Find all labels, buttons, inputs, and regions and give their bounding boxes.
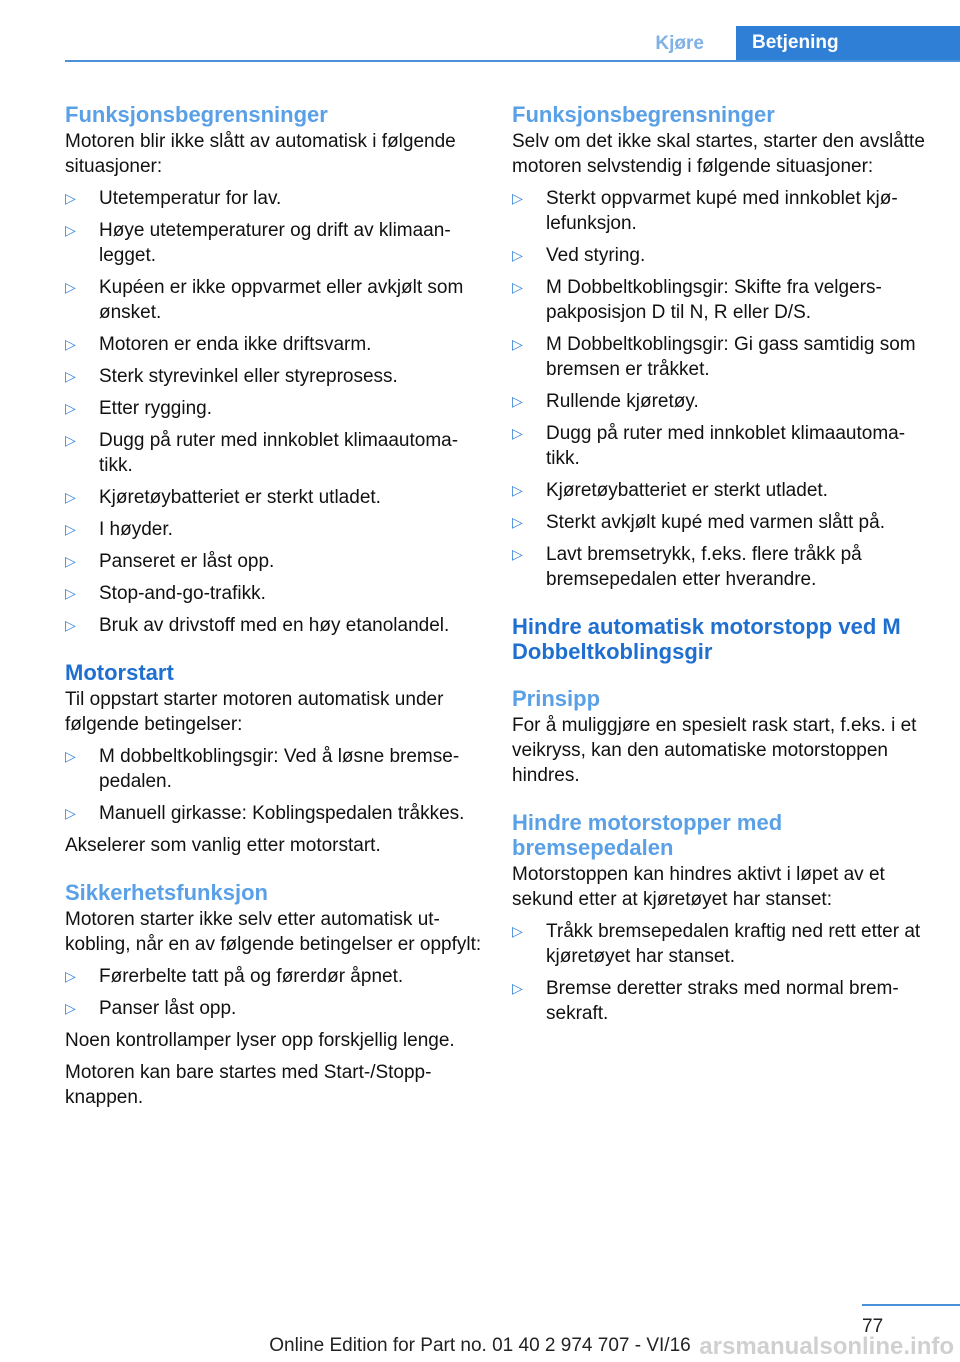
list-item-text: Etter rygging. <box>99 398 212 419</box>
list-item-text: Rullende kjøretøy. <box>546 391 699 412</box>
paragraph: Akselerer som vanlig etter motorstart. <box>65 835 381 856</box>
list-item-text: Kjøretøybatteriet er sterkt utladet. <box>546 480 828 501</box>
list-item <box>512 243 928 268</box>
list-item-text: Førerbelte tatt på og førerdør åpnet. <box>99 966 404 987</box>
bullet-triangle-icon: ▷ <box>65 521 76 537</box>
paragraph: Noen kontrollamper lyser opp forskjellig lenge. <box>65 1030 455 1051</box>
bullet-triangle-icon: ▷ <box>512 514 523 530</box>
heading-funksjonsbegrensninger-right: Funksjonsbegrensninger <box>512 102 775 127</box>
bullet-triangle-icon: ▷ <box>65 400 76 416</box>
bullet-triangle-icon: ▷ <box>512 980 523 996</box>
list-item <box>65 964 485 989</box>
bullet-triangle-icon: ▷ <box>65 968 76 984</box>
list-item <box>512 976 928 1026</box>
bullet-triangle-icon: ▷ <box>65 1000 76 1016</box>
bullet-triangle-icon: ▷ <box>65 489 76 505</box>
list-item-text: Stop-and-go-trafikk. <box>99 583 266 604</box>
list-item-text: I høyder. <box>99 519 173 540</box>
list-item-text: Dugg på ruter med innkoblet klimaautomatikk. <box>546 423 906 469</box>
list-item-text: Bruk av drivstoff med en høy etanolandel. <box>99 615 450 636</box>
bullet-list <box>65 964 485 1021</box>
heading-sikkerhetsfunksjon: Sikkerhetsfunksjon <box>65 880 268 905</box>
list-item-text: Manuell girkasse: Koblingspedalen tråkkes. <box>99 803 465 824</box>
bullet-triangle-icon: ▷ <box>512 393 523 409</box>
heading-prinsipp: Prinsipp <box>512 686 601 711</box>
bullet-triangle-icon: ▷ <box>512 425 523 441</box>
tab-betjening[interactable]: Betjening <box>736 26 960 62</box>
footer-rule <box>862 1304 960 1306</box>
bullet-list <box>512 919 928 1026</box>
list-item <box>65 364 485 389</box>
left-column <box>65 102 485 1117</box>
bullet-triangle-icon: ▷ <box>65 805 76 821</box>
list-item-text: Kupéen er ikke oppvarmet eller avkjølt som ønsket. <box>99 277 464 323</box>
bullet-triangle-icon: ▷ <box>65 336 76 352</box>
list-item <box>65 581 485 606</box>
list-item-text: Panseret er låst opp. <box>99 551 275 572</box>
bullet-triangle-icon: ▷ <box>512 546 523 562</box>
list-item <box>65 275 485 325</box>
list-item-text: Lavt bremsetrykk, f.eks. flere tråkk på bremsepedalen etter hverandre. <box>546 544 862 590</box>
bullet-triangle-icon: ▷ <box>512 336 523 352</box>
list-item-text: M Dobbeltkoblingsgir: Gi gass samtidig som bremsen er tråkket. <box>546 334 916 380</box>
heading-funksjonsbegrensninger-left: Funksjonsbegrensninger <box>65 102 328 127</box>
list-item-text: Kjøretøybatteriet er sterkt utladet. <box>99 487 381 508</box>
bullet-list <box>65 186 485 638</box>
list-item <box>65 549 485 574</box>
edition-footer: Online Edition for Part no. 01 40 2 974 707 - VI/16 <box>269 1335 691 1356</box>
header-rule <box>65 60 960 62</box>
list-item <box>65 428 485 478</box>
bullet-triangle-icon: ▷ <box>65 368 76 384</box>
bullet-triangle-icon: ▷ <box>65 432 76 448</box>
list-item-text: Bremse deretter straks med normal bremsekraft. <box>546 978 899 1024</box>
list-item-text: Panser låst opp. <box>99 998 237 1019</box>
list-item <box>65 218 485 268</box>
bullet-triangle-icon: ▷ <box>512 482 523 498</box>
bullet-list <box>512 186 928 592</box>
list-item-text: M Dobbeltkoblingsgir: Skifte fra velgerspakposisjon D til N, R eller D/S. <box>546 277 882 323</box>
list-item-text: Sterkt avkjølt kupé med varmen slått på. <box>546 512 885 533</box>
list-item-text: Motoren er enda ikke driftsvarm. <box>99 334 372 355</box>
list-item <box>65 332 485 357</box>
list-item <box>512 186 928 236</box>
list-item-text: Utetemperatur for lav. <box>99 188 282 209</box>
list-item <box>65 517 485 542</box>
paragraph-intro: Til oppstart starter motoren automatisk under følgende betingelser: <box>65 689 444 735</box>
list-item-text: M dobbeltkoblingsgir: Ved å løsne bremsepedalen. <box>99 746 460 792</box>
bullet-triangle-icon: ▷ <box>65 748 76 764</box>
bullet-triangle-icon: ▷ <box>512 190 523 206</box>
list-item-text: Tråkk bremsepedalen kraftig ned rett etter at kjøretøyet har stanset. <box>546 921 921 967</box>
bullet-triangle-icon: ▷ <box>65 585 76 601</box>
list-item <box>512 542 928 592</box>
list-item <box>65 801 485 826</box>
list-item <box>65 744 485 794</box>
list-item <box>512 919 928 969</box>
list-item <box>65 996 485 1021</box>
list-item <box>512 389 928 414</box>
paragraph-intro: Motoren blir ikke slått av automatisk i følgende situasjoner: <box>65 131 456 177</box>
list-item <box>65 396 485 421</box>
list-item-text: Ved styring. <box>546 245 646 266</box>
bullet-triangle-icon: ▷ <box>512 279 523 295</box>
right-column <box>512 102 928 1033</box>
bullet-triangle-icon: ▷ <box>65 617 76 633</box>
heading-motorstart: Motorstart <box>65 660 174 685</box>
list-item <box>512 478 928 503</box>
list-item <box>65 613 485 638</box>
bullet-triangle-icon: ▷ <box>65 279 76 295</box>
list-item-text: Dugg på ruter med innkoblet klimaautomatikk. <box>99 430 459 476</box>
bullet-triangle-icon: ▷ <box>65 553 76 569</box>
list-item-text: Høye utetemperaturer og drift av klimaanlegget. <box>99 220 451 266</box>
bullet-triangle-icon: ▷ <box>512 923 523 939</box>
list-item <box>512 510 928 535</box>
page-number: 77 <box>862 1316 884 1337</box>
list-item-text: Sterkt oppvarmet kupé med innkoblet kjølefunksjon. <box>546 188 898 234</box>
list-item <box>65 186 485 211</box>
paragraph: For å muliggjøre en spesielt rask start, f.eks. i et veikryss, kan den automatiske motorstoppen hindres. <box>512 715 917 786</box>
list-item-text: Sterk styrevinkel eller styreprosess. <box>99 366 398 387</box>
paragraph: Motoren kan bare startes med Start-/Stopp-knappen. <box>65 1062 432 1108</box>
list-item <box>512 275 928 325</box>
heading-hindre-motorstopper: Hindre motorstopper med bremsepedalen <box>512 810 783 860</box>
list-item <box>512 421 928 471</box>
paragraph-intro: Motorstoppen kan hindres aktivt i løpet av et sekund etter at kjøretøyet har stanset: <box>512 864 885 910</box>
tab-kjore[interactable]: Kjøre <box>655 33 704 54</box>
list-item <box>512 332 928 382</box>
bullet-list <box>65 744 485 826</box>
list-item <box>65 485 485 510</box>
bullet-triangle-icon: ▷ <box>65 190 76 206</box>
heading-hindre-automatisk-motorstopp: Hindre automatisk motorstopp ved M Dobbeltkoblingsgir <box>512 614 901 664</box>
watermark: arsmanualsonline.info <box>699 1333 954 1360</box>
bullet-triangle-icon: ▷ <box>512 247 523 263</box>
bullet-triangle-icon: ▷ <box>65 222 76 238</box>
paragraph-intro: Selv om det ikke skal startes, starter den avslåtte motoren selvstendig i følgende situasjoner: <box>512 131 925 177</box>
paragraph-intro: Motoren starter ikke selv etter automatisk utkobling, når en av følgende betingelser er oppfylt: <box>65 909 482 955</box>
